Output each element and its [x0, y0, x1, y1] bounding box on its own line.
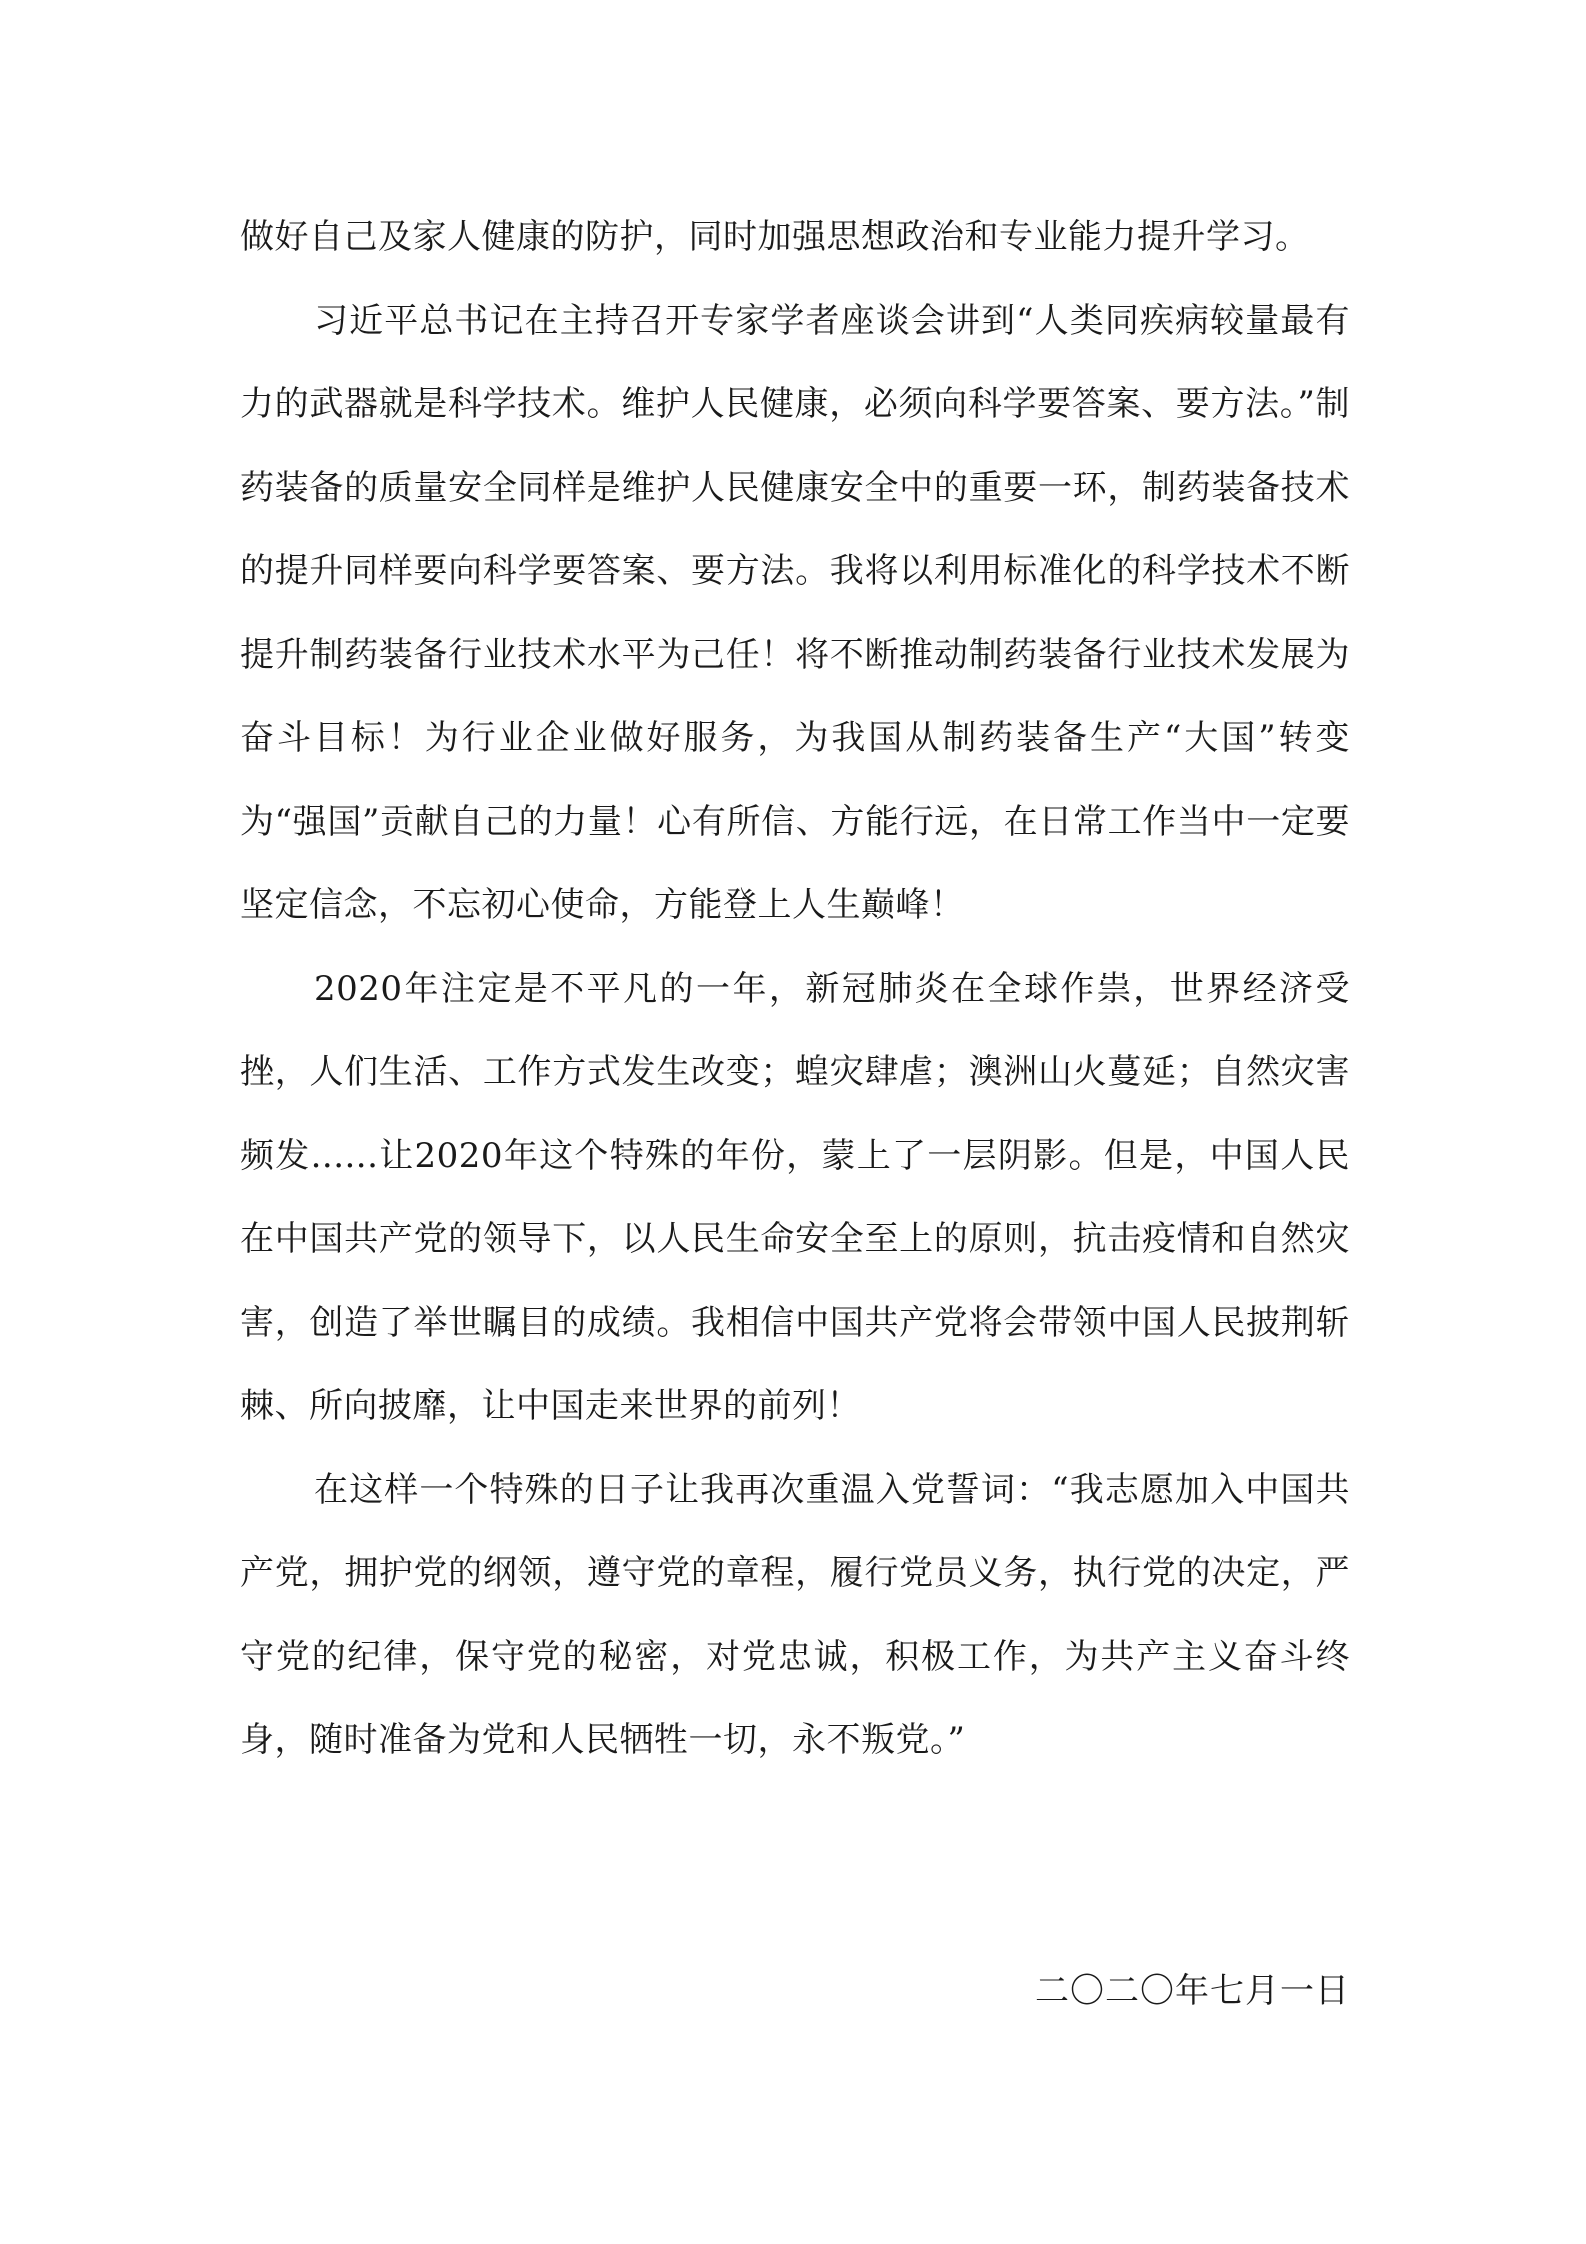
- paragraph-continuation: 做好自己及家人健康的防护，同时加强思想政治和专业能力提升学习。: [240, 217, 1310, 257]
- paragraph-year-2020: 2020年注定是不平凡的一年，新冠肺炎在全球作祟，世界经济受挫，人们生活、工作方式发生改变；蝗灾肆虐；澳洲山火蔓延；自然灾害频发......让2020年这个特殊的年份，蒙上了一层阴影。但是，中国人民在中国共产党的领导下，以人民生命安全至上的原则，抗击疫情和自然灾害，创造了举世瞩目的成绩。我相信中国共产党将会带领中国人民披荆斩棘、所向披靡，让中国走来世界的前列！: [240, 968, 1350, 1426]
- paragraph-science-technology: 习近平总书记在主持召开专家学者座谈会讲到“人类同疾病较量最有力的武器就是科学技术。维护人民健康，必须向科学要答案、要方法。”制药装备的质量安全同样是维护人民健康安全中的重要一环，制药装备技术的提升同样要向科学要答案、要方法。我将以利用标准化的科学技术不断提升制药装备行业技术水平为己任！将不断推动制药装备行业技术发展为奋斗目标！为行业企业做好服务，为我国从制药装备生产“大国”转变为“强国”贡献自己的力量！心有所信、方能行远，在日常工作当中一定要坚定信念，不忘初心使命，方能登上人生巅峰！: [240, 300, 1350, 925]
- paragraph-party-oath: 在这样一个特殊的日子让我再次重温入党誓词：“我志愿加入中国共产党，拥护党的纲领，遵守党的章程，履行党员义务，执行党的决定，严守党的纪律，保守党的秘密，对党忠诚，积极工作，为共产主义奋斗终身，随时准备为党和人民牺牲一切，永不叛党。”: [240, 1469, 1350, 1760]
- document-body: [240, 196, 1350, 1783]
- document-date: 二〇二〇年七月一日: [1035, 1971, 1350, 2011]
